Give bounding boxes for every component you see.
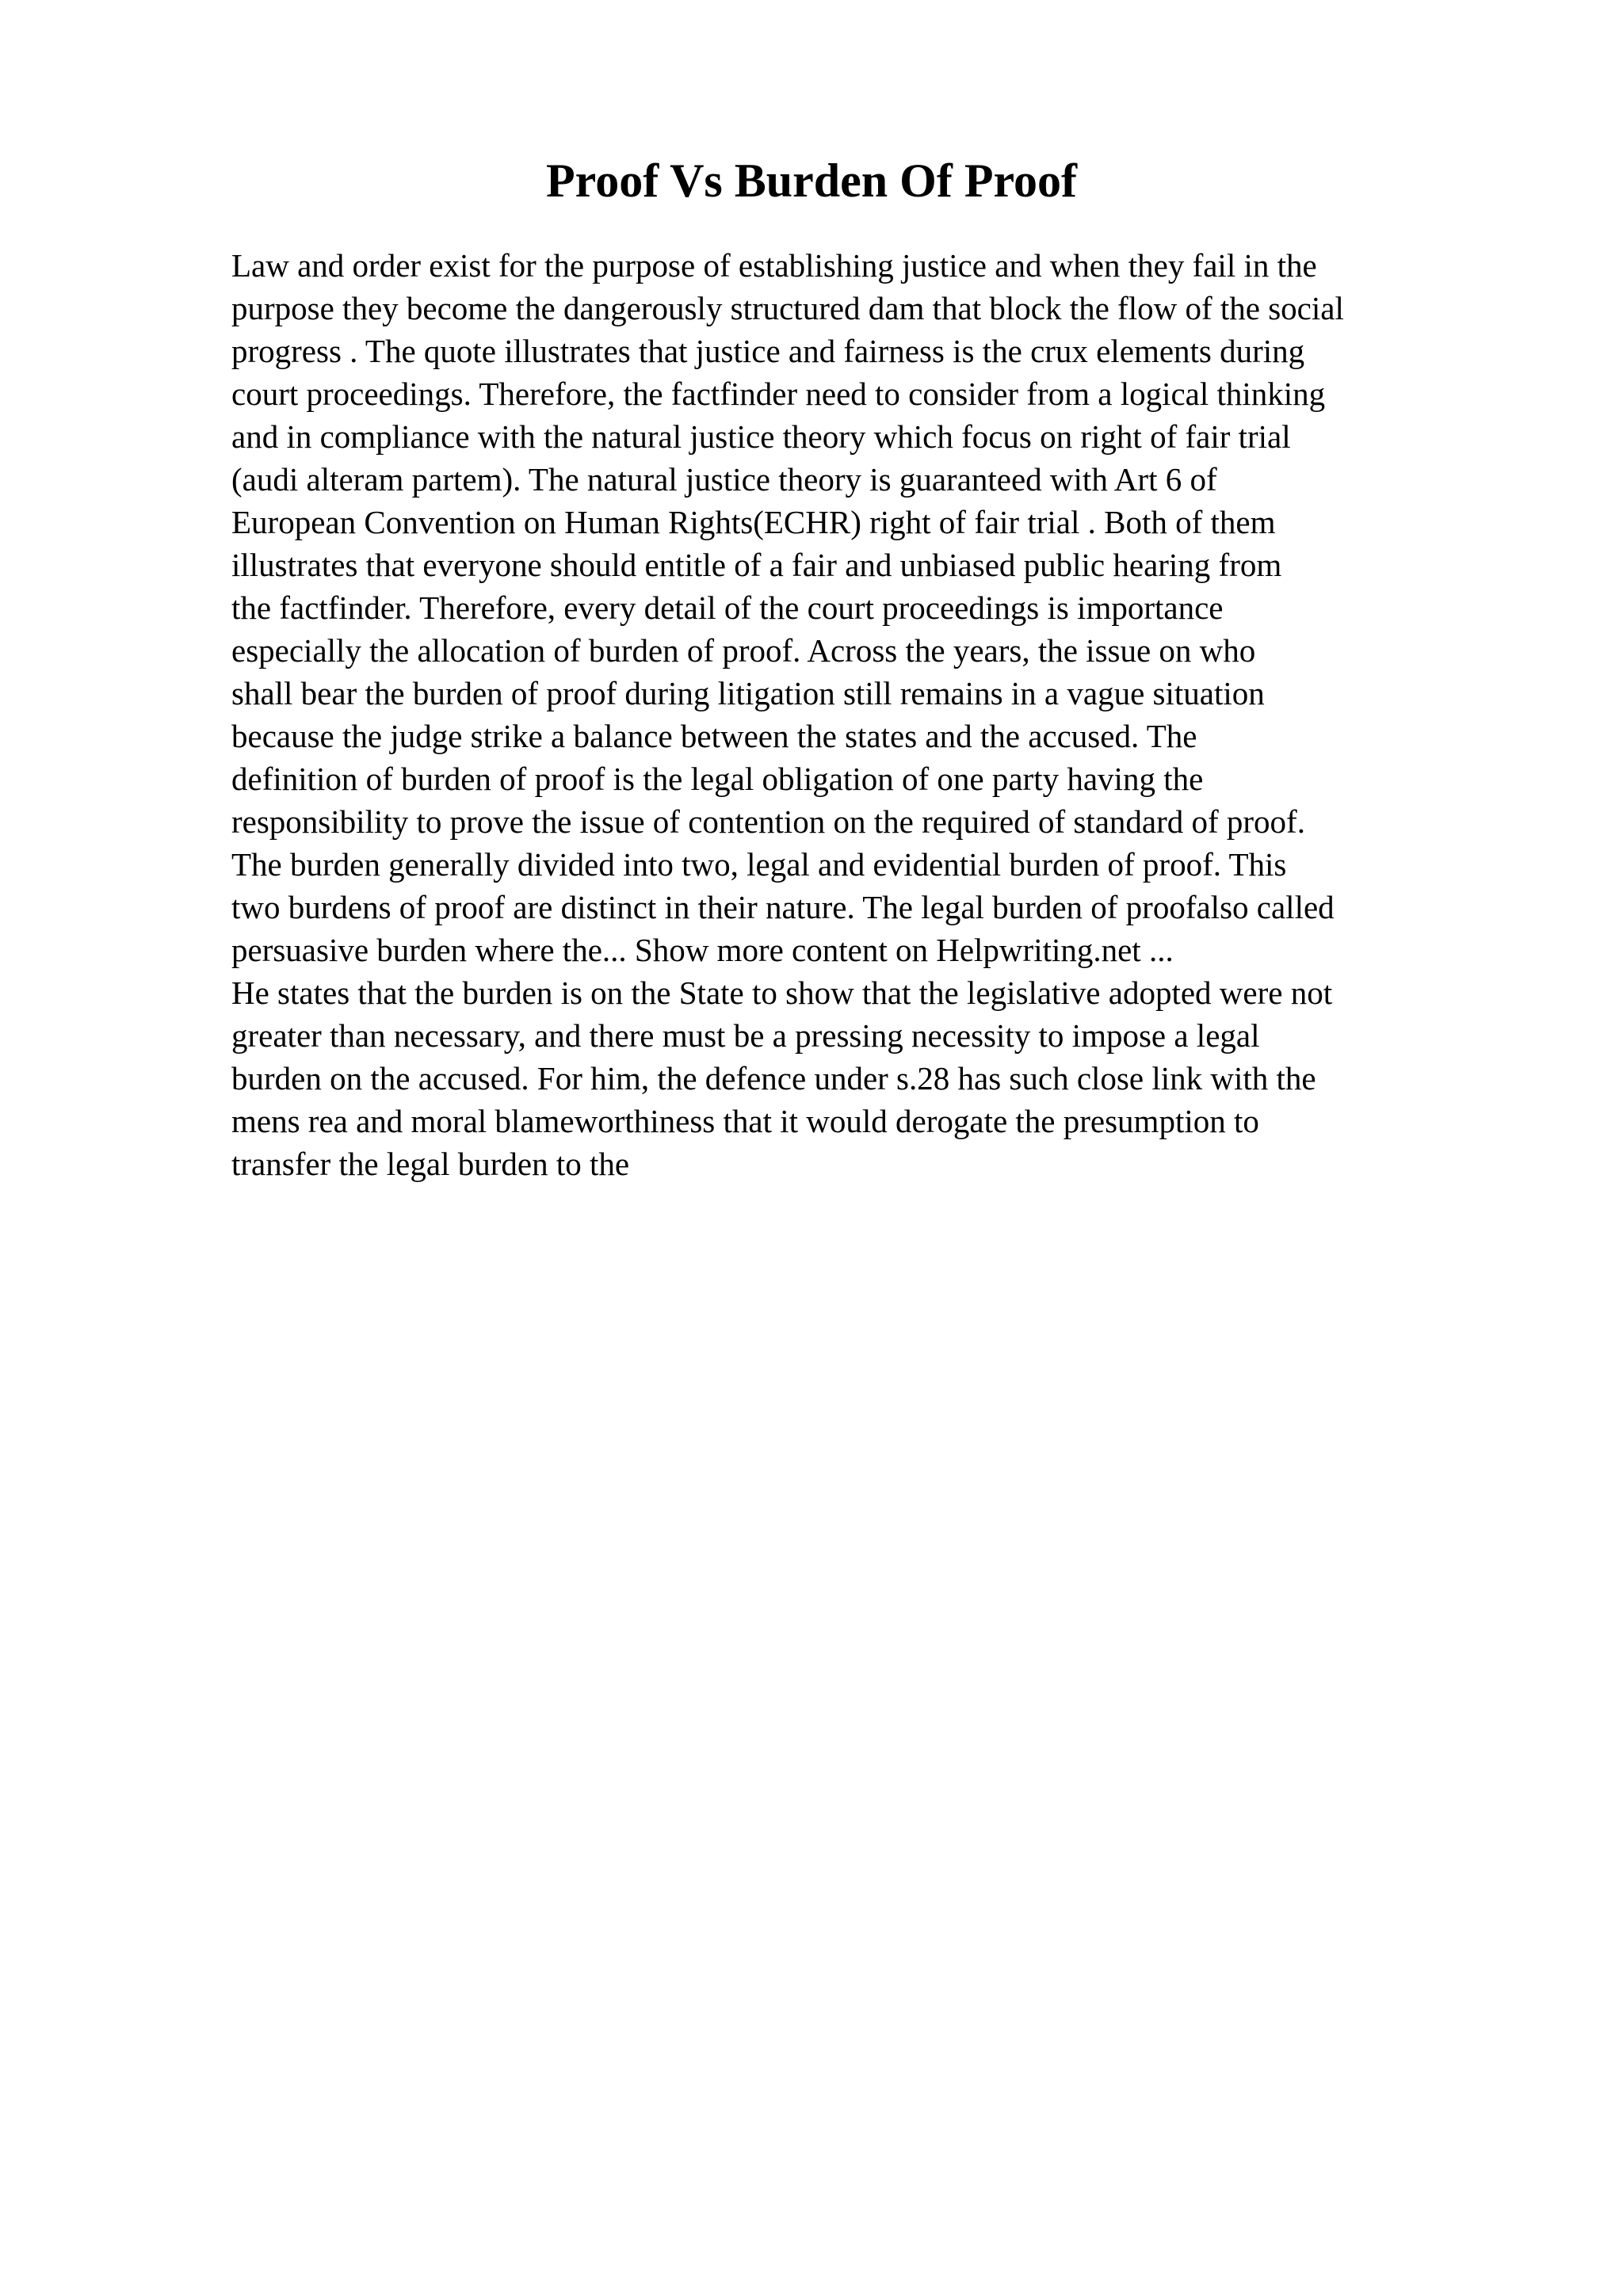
body-text-line: burden on the accused. For him, the defence under s.28 has such close link with the	[231, 1060, 1316, 1097]
document-body	[231, 244, 1594, 1185]
body-text-line: court proceedings. Therefore, the factfinder need to consider from a logical thinking	[231, 376, 1326, 412]
body-text-line: purpose they become the dangerously structured dam that block the flow of the social	[231, 290, 1344, 326]
body-text-line: transfer the legal burden to the	[231, 1146, 630, 1182]
body-text-line: especially the allocation of burden of proof. Across the years, the issue on who	[231, 632, 1256, 669]
body-text-line: He states that the burden is on the State to show that the legislative adopted were not	[231, 974, 1333, 1011]
body-text-line: two burdens of proof are distinct in their nature. The legal burden of proofalso called	[231, 889, 1335, 925]
body-text-line: mens rea and moral blameworthiness that it would derogate the presumption to	[231, 1103, 1259, 1139]
body-text-line: The burden generally divided into two, legal and evidential burden of proof. This	[231, 846, 1287, 883]
body-text-line: progress . The quote illustrates that justice and fairness is the crux elements during	[231, 333, 1305, 369]
body-text-line: because the judge strike a balance between the states and the accused. The	[231, 718, 1197, 754]
body-text-line: European Convention on Human Rights(ECHR) right of fair trial . Both of them	[231, 504, 1276, 540]
body-text-line: persuasive burden where the... Show more content on Helpwriting.net ...	[231, 932, 1174, 968]
body-text-line: the factfinder. Therefore, every detail of the court proceedings is importance	[231, 589, 1224, 626]
body-text-line: definition of burden of proof is the legal obligation of one party having the	[231, 761, 1204, 797]
page-title: Proof Vs Burden Of Proof	[546, 154, 1077, 207]
body-text-line: shall bear the burden of proof during litigation still remains in a vague situation	[231, 675, 1265, 711]
body-text-line: responsibility to prove the issue of contention on the required of standard of proof.	[231, 803, 1305, 840]
body-text-line: (audi alteram partem). The natural justice theory is guaranteed with Art 6 of	[231, 461, 1217, 498]
body-text-line: and in compliance with the natural justice theory which focus on right of fair trial	[231, 418, 1291, 455]
body-text-line: illustrates that everyone should entitle of a fair and unbiased public hearing from	[231, 547, 1282, 583]
body-text-line: greater than necessary, and there must be a pressing necessity to impose a legal	[231, 1017, 1260, 1054]
body-text-line: Law and order exist for the purpose of establishing justice and when they fail in the	[231, 247, 1317, 284]
